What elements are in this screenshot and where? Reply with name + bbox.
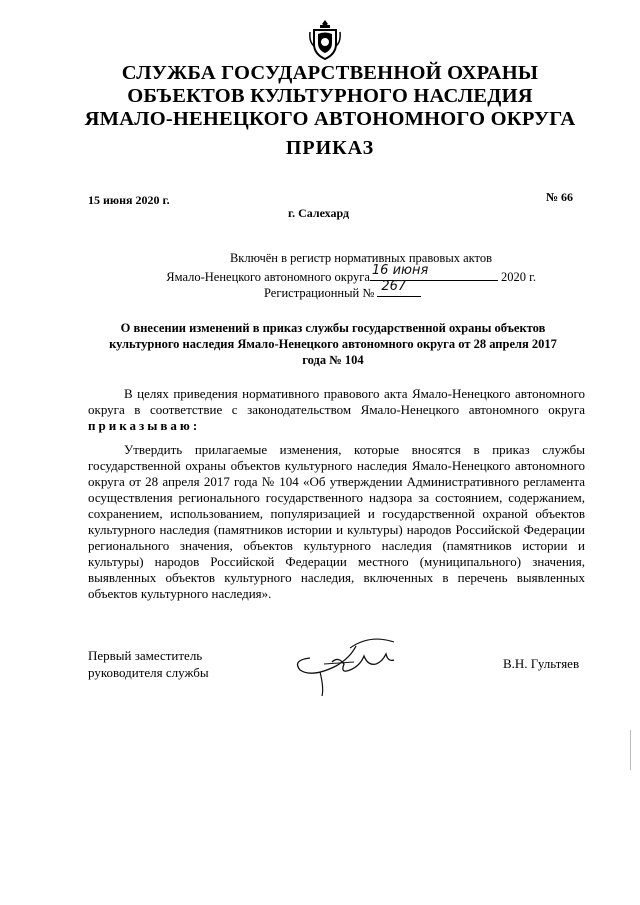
registration-line3: [220, 279, 430, 302]
signatory-name: В.Н. Гультяев: [503, 656, 580, 671]
position-line2: руководителя службы: [88, 665, 209, 680]
preamble-text: В целях приведения нормативного правового акта Ямало-Ненецкого автономного округа в соответствие с законодательством Ямало-Ненецкого автономного округа: [88, 386, 585, 417]
order-text: Утвердить прилагаемые изменения, которые вносятся в приказ службы государственной охраны объектов культурного наследия Ямало-Ненецкого автономного округа от 28 апреля 2017 года № 104 «Об утверждении Административного регламента осуществления регионального государственного надзора за состоянием, содержанием, сохранением, использованием, популяризацией и государственной охраной объектов культурного наследия (памятников истории и культуры) народов Российской Федерации регионального значения, объектов культурного наследия (памятников истории и культуры) народов Российской Федерации местного (муниципального) значения, выявленных объектов культурного наследия, включенных в перечень выявленных объектов культурного наследия».: [88, 442, 585, 601]
registration-region: Ямало-Ненецкого автономного округа: [166, 270, 370, 284]
registration-year: 2020 г.: [501, 270, 536, 284]
order-number: № 66: [546, 190, 574, 204]
registration-number-label: Регистрационный №: [264, 286, 375, 300]
body-paragraph-1: [88, 386, 585, 434]
signatory-position: [88, 647, 209, 681]
org-name-line1: СЛУЖБА ГОСУДАРСТВЕННОЙ ОХРАНЫ: [121, 62, 539, 84]
body-paragraph-2: [88, 442, 585, 602]
order-date: 15 июня 2020 г.: [88, 193, 170, 207]
subject-line3: года № 104: [302, 353, 364, 367]
org-name-line3: ЯМАЛО-НЕНЕЦКОГО АВТОНОМНОГО ОКРУГА: [84, 108, 576, 130]
handwritten-signature: [280, 628, 420, 698]
registration-number-field: [377, 279, 421, 297]
subject-line1: О внесении изменений в приказ службы государственной охраны объектов: [120, 321, 546, 335]
scan-margin-mark: [630, 730, 631, 770]
document-type: ПРИКАЗ: [285, 137, 375, 159]
registration-line1: Включён в регистр нормативных правовых актов: [229, 251, 492, 265]
coat-of-arms-icon: [308, 18, 342, 62]
order-subject: [90, 320, 576, 368]
org-name-line2: ОБЪЕКТОВ КУЛЬТУРНОГО НАСЛЕДИЯ: [127, 85, 533, 107]
handwritten-reg-date: 16 июня: [371, 263, 429, 278]
subject-line2: культурного наследия Ямало-Ненецкого автономного округа от 28 апреля 2017: [109, 337, 557, 351]
handwritten-reg-number: 267: [381, 279, 407, 294]
order-word: приказываю:: [88, 418, 201, 433]
order-city: г. Салехард: [288, 206, 350, 220]
position-line1: Первый заместитель: [88, 648, 203, 663]
